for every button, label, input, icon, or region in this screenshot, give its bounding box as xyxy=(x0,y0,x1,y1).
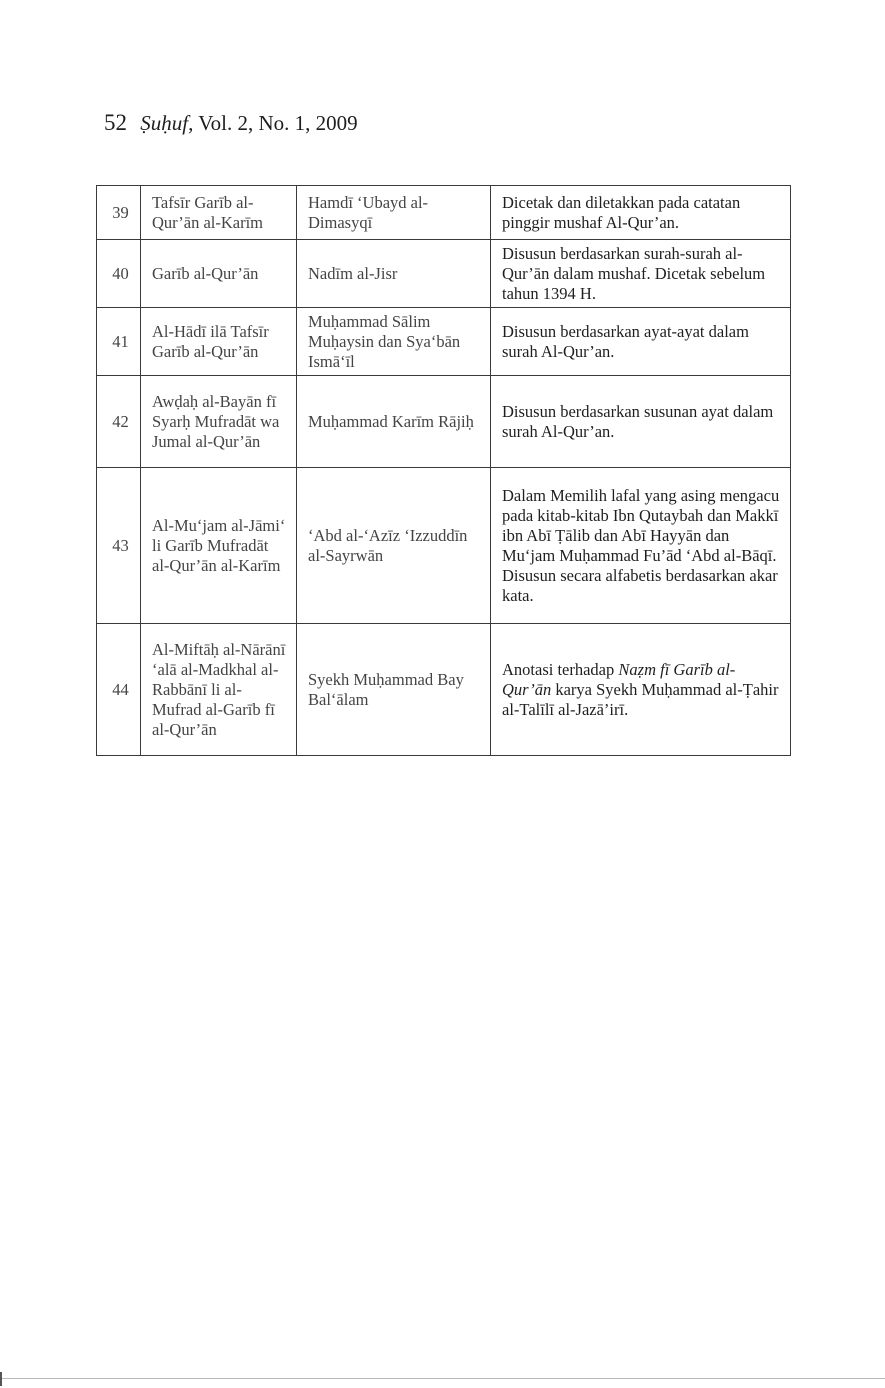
table-row xyxy=(97,468,791,624)
book-description xyxy=(491,624,791,756)
book-author: Syekh Muḥammad Bay Bal‘ālam xyxy=(297,624,491,756)
book-title: Garīb al-Qur’ān xyxy=(141,240,297,308)
book-description: Disusun berdasarkan surah-surah al-Qur’ān dalam mushaf. Dicetak sebelum tahun 1394 H. xyxy=(491,240,791,308)
book-description: Disusun berdasarkan susunan ayat dalam surah Al-Qur’an. xyxy=(491,376,791,468)
journal-issue: Vol. 2, No. 1, 2009 xyxy=(198,111,358,135)
row-number: 40 xyxy=(97,240,141,308)
book-title: Awḍaḥ al-Bayān fī Syarḥ Mufradāt wa Jumal al-Qur’ān xyxy=(141,376,297,468)
book-title: Al-Hādī ilā Tafsīr Garīb al-Qur’ān xyxy=(141,308,297,376)
row-number: 39 xyxy=(97,186,141,240)
cited-book-title: Naẓm fī Garīb al-Qur’ān xyxy=(502,659,736,699)
row-number: 44 xyxy=(97,624,141,756)
book-description: Dalam Memilih lafal yang asing mengacu pada kitab-kitab Ibn Qutaybah dan Makkī ibn Abī Ṭālib dan Abī Hayyān dan Mu‘jam Muḥammad Fu’ād ‘Abd al-Bāqī. Disusun secara alfabetis berdasarkan akar kata. xyxy=(491,468,791,624)
table-row xyxy=(97,376,791,468)
row-number: 43 xyxy=(97,468,141,624)
scan-edge-mark xyxy=(0,1372,2,1386)
book-description: Dicetak dan diletakkan pada catatan pinggir mushaf Al-Qur’an. xyxy=(491,186,791,240)
book-author: Nadīm al-Jisr xyxy=(297,240,491,308)
journal-name: Ṣuḥuf, xyxy=(140,111,194,135)
book-author: Muḥammad Karīm Rājiḥ xyxy=(297,376,491,468)
table-row xyxy=(97,308,791,376)
book-title: Tafsīr Garīb al-Qur’ān al-Karīm xyxy=(141,186,297,240)
row-number: 42 xyxy=(97,376,141,468)
table-row xyxy=(97,624,791,756)
book-description: Disusun berdasarkan ayat-ayat dalam surah Al-Qur’an. xyxy=(491,308,791,376)
scan-edge-line xyxy=(0,1378,885,1379)
reference-table xyxy=(96,185,791,756)
description-text: karya Syekh Muḥammad al-Ṭahir al-Talīlī al-Jazā’irī. xyxy=(502,679,779,719)
table-row xyxy=(97,240,791,308)
book-author: ‘Abd al-‘Azīz ‘Izzuddīn al-Sayrwān xyxy=(297,468,491,624)
book-title: Al-Miftāḥ al-Nārānī ‘alā al-Madkhal al-Rabbānī li al-Mufrad al-Garīb fī al-Qur’ān xyxy=(141,624,297,756)
book-author: Muḥammad Sālim Muḥaysin dan Sya‘bān Ismā‘īl xyxy=(297,308,491,376)
table-row xyxy=(97,186,791,240)
book-author: Hamdī ‘Ubayd al-Dimasyqī xyxy=(297,186,491,240)
page-number: 52 xyxy=(104,110,127,135)
row-number: 41 xyxy=(97,308,141,376)
description-text: Anotasi terhadap xyxy=(502,659,615,679)
book-title: Al-Mu‘jam al-Jāmi‘ li Garīb Mufradāt al-Qur’ān al-Karīm xyxy=(141,468,297,624)
running-header xyxy=(104,110,358,136)
